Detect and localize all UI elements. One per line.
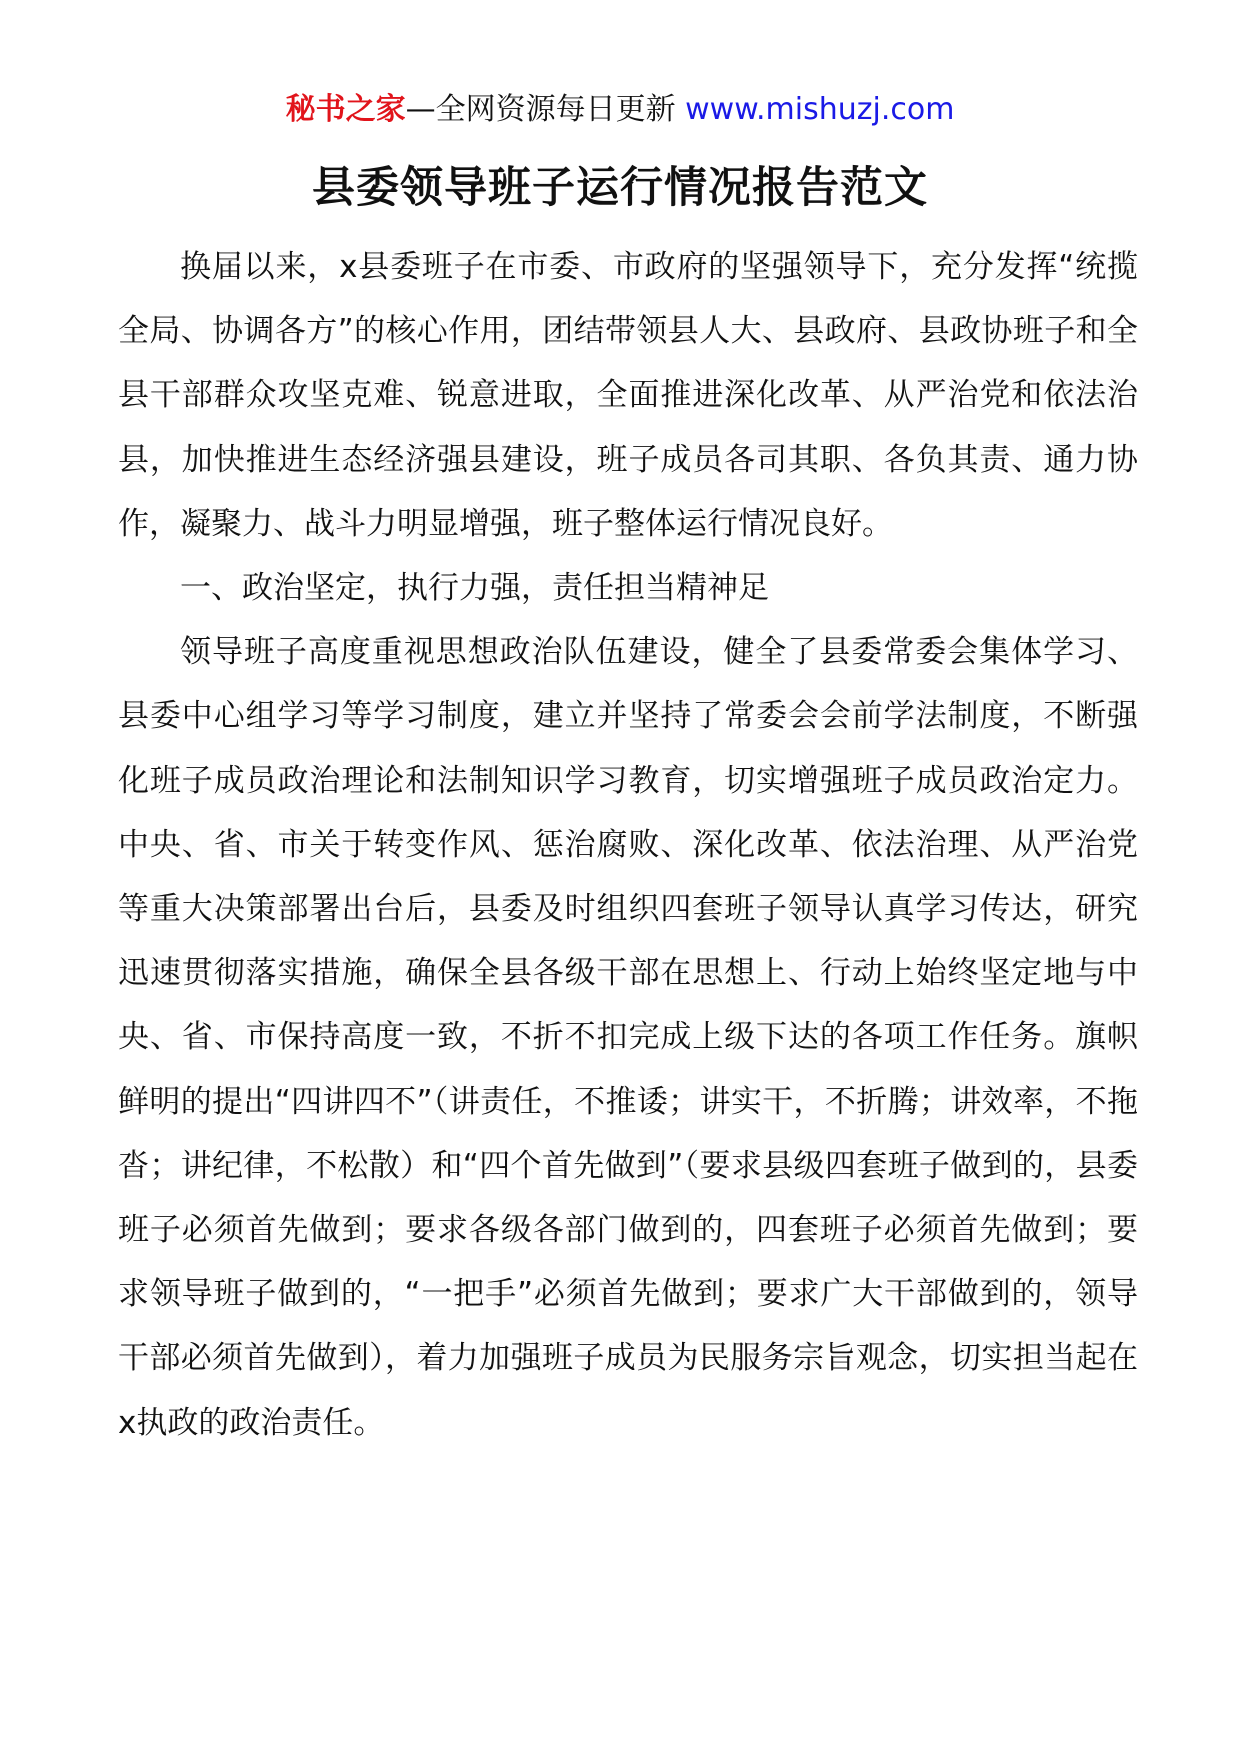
section-heading-1: 一、政治坚定，执行力强，责任担当精神足 <box>180 570 769 607</box>
paragraph-intro: 换届以来，x县委班子在市委、市政府的坚强领导下，充分发挥“统揽全局、协调各方”的核心作用，团结带领县人大、县政府、县政协班子和全县干部群众攻坚克难、锐意进取，全面推进深化改革、从严治党和依法治县，加快推进生态经济强县建设，班子成员各司其职、各负其责、通力协作，凝聚力、战斗力明显增强，班子整体运行情况良好。 <box>118 249 1138 542</box>
paragraph-section-1: 领导班子高度重视思想政治队伍建设，健全了县委常委会集体学习、县委中心组学习等学习制度，建立并坚持了常委会会前学法制度，不断强化班子成员政治理论和法制知识学习教育，切实增强班子成员政治定力。中央、省、市关于转变作风、惩治腐败、深化改革、依法治理、从严治党等重大决策部署出台后，县委及时组织四套班子领导认真学习传达，研究迅速贯彻落实措施，确保全县各级干部在思想上、行动上始终坚定地与中央、省、市保持高度一致，不折不扣完成上级下达的各项工作任务。旗帜鲜明的提出“四讲四不”（讲责任，不推诿；讲实干，不折腾；讲效率，不拖沓；讲纪律，不松散）和“四个首先做到”（要求县级四套班子做到的，县委班子必须首先做到；要求各级各部门做到的，四套班子必须首先做到；要求领导班子做到的，“一把手”必须首先做到；要求广大干部做到的，领导干部必须首先做到），着力加强班子成员为民服务宗旨观念，切实担当起在x执政的政治责任。 <box>118 634 1138 1441</box>
site-tagline: —全网资源每日更新 <box>405 92 676 127</box>
site-url-link[interactable]: www.mishuzj.com <box>685 92 955 127</box>
site-name: 秘书之家 <box>285 92 406 127</box>
document-body <box>118 235 1138 1455</box>
site-header <box>0 88 1240 132</box>
document-title: 县委领导班子运行情况报告范文 <box>312 163 928 213</box>
